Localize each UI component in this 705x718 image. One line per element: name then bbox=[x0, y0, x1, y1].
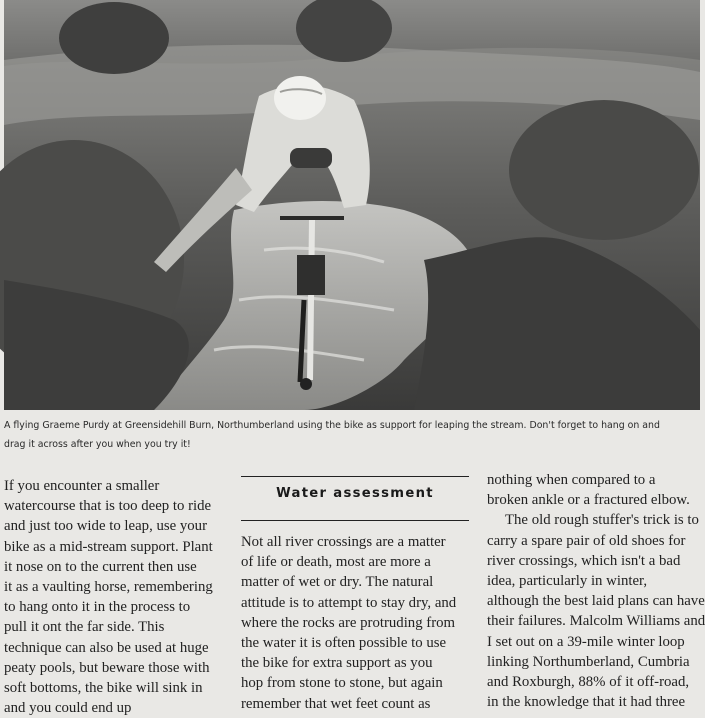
body-text-line: their failures. Malcolm Williams and bbox=[487, 613, 705, 630]
body-text-line: I set out on a 39-mile winter loop bbox=[487, 633, 685, 650]
body-text-line: broken ankle or a fractured elbow. bbox=[487, 492, 690, 509]
stream-crossing-photo bbox=[4, 0, 700, 410]
left-text-column bbox=[4, 476, 219, 718]
caption-line: drag it across after you when you try it! bbox=[4, 439, 191, 450]
body-text-line: technique can also be used at huge bbox=[4, 639, 209, 656]
body-text-line: the water it is often possible to use bbox=[241, 634, 447, 651]
body-text-line: although the best laid plans can have bbox=[487, 593, 705, 610]
body-text-line: matter of wet or dry. The natural bbox=[241, 574, 434, 591]
body-text-line: The old rough stuffer's trick is to bbox=[505, 512, 699, 529]
body-text-line: soft bottoms, the bike will sink in bbox=[4, 679, 203, 696]
body-text-line: where the rocks are protruding from bbox=[241, 614, 456, 631]
photo-caption bbox=[4, 416, 698, 454]
body-text-line: peaty pools, but beware those with bbox=[4, 659, 210, 676]
body-text-line: linking Northumberland, Cumbria bbox=[487, 653, 690, 670]
sidebar-text-column bbox=[241, 532, 473, 714]
caption-line: A flying Graeme Purdy at Greensidehill Burn, Northumberland using the bike as support for leaping the stream. Don't forget to hang on and bbox=[4, 420, 660, 431]
body-text-line: idea, particularly in winter, bbox=[487, 572, 648, 589]
body-text-line: pull it ont the far side. This bbox=[4, 619, 165, 636]
sidebar-bottom-rule bbox=[241, 520, 469, 521]
sidebar-heading: Water assessment bbox=[276, 486, 434, 501]
body-text-line: in the knowledge that it had three bbox=[487, 694, 686, 711]
body-text-line: remember that wet feet count as bbox=[241, 695, 431, 712]
body-text-line: it nose on to the current then use bbox=[4, 558, 197, 575]
body-text-line: and Roxburgh, 88% of it off-road, bbox=[487, 673, 690, 690]
right-text-column bbox=[487, 470, 705, 712]
sidebar-top-rule bbox=[241, 476, 469, 477]
body-text-line: and you could end up bbox=[4, 700, 132, 717]
body-text-line: and just too wide to leap, use your bbox=[4, 518, 208, 535]
body-text-line: river crossings, which isn't a bad bbox=[487, 552, 681, 569]
body-text-line: attitude is to attempt to stay dry, and bbox=[241, 594, 457, 611]
body-text-line: it as a vaulting horse, remembering bbox=[4, 578, 213, 595]
body-text-line: hop from stone to stone, but again bbox=[241, 675, 443, 692]
body-text-line: If you encounter a smaller bbox=[4, 478, 160, 494]
body-text-line: bike as a mid-stream support. Plant bbox=[4, 538, 213, 555]
body-text-line: Not all river crossings are a matter bbox=[241, 534, 446, 550]
body-text-line: of life or death, most are more a bbox=[241, 554, 431, 571]
body-text-line: nothing when compared to a bbox=[487, 472, 656, 488]
body-text-line: watercourse that is too deep to ride bbox=[4, 498, 212, 515]
body-text-line: the bike for extra support as you bbox=[241, 655, 433, 672]
body-text-line: carry a spare pair of old shoes for bbox=[487, 532, 686, 549]
body-text-line: to hang onto it in the process to bbox=[4, 599, 191, 616]
stream-crossing-illustration bbox=[4, 0, 700, 410]
